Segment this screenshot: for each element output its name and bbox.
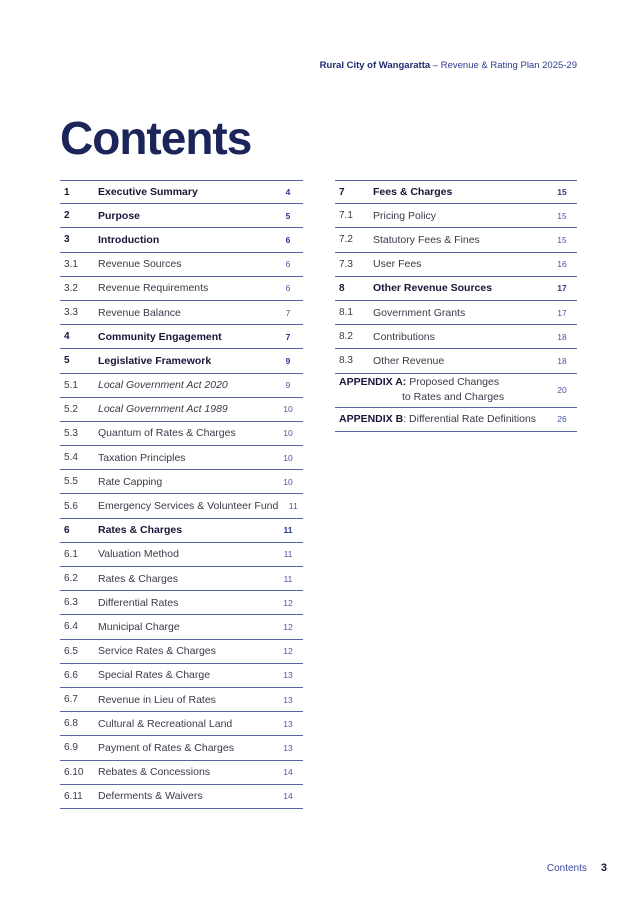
page-number-ref: 6 xyxy=(285,259,291,270)
toc-row[interactable] xyxy=(335,301,577,325)
section-title: Cultural & Recreational Land xyxy=(98,717,233,730)
section-number: 5.5 xyxy=(64,476,78,488)
toc-row[interactable] xyxy=(60,543,303,567)
page-number-ref: 14 xyxy=(283,767,293,778)
section-number: 5.6 xyxy=(64,500,78,512)
page-number-ref: 11 xyxy=(283,573,293,584)
section-title: User Fees xyxy=(373,258,422,271)
toc-row[interactable] xyxy=(60,567,303,591)
page-number-ref: 10 xyxy=(283,404,293,415)
toc-row[interactable] xyxy=(335,325,577,349)
page-footer xyxy=(547,862,607,874)
page-number-ref: 13 xyxy=(283,670,293,681)
section-number: 6.1 xyxy=(64,548,78,560)
page-number-ref: 11 xyxy=(288,501,298,512)
section-number: 6.5 xyxy=(64,645,78,657)
section-number: 8.1 xyxy=(339,307,353,319)
toc-row[interactable] xyxy=(60,180,303,204)
page-number-ref: 13 xyxy=(283,694,293,705)
section-title: Revenue Balance xyxy=(98,306,181,319)
page-number-ref: 5 xyxy=(285,210,291,221)
section-number: 6.9 xyxy=(64,742,78,754)
toc-row-appendix-a[interactable] xyxy=(335,374,577,408)
section-number: 6.7 xyxy=(64,694,78,706)
section-number: 5.3 xyxy=(64,427,78,439)
page-number-ref: 10 xyxy=(283,452,293,463)
section-title: Introduction xyxy=(98,233,160,246)
section-number: 6.6 xyxy=(64,669,78,681)
footer-label: Contents xyxy=(546,862,587,874)
appendix-b-label: APPENDIX B xyxy=(339,412,404,425)
section-title: Payment of Rates & Charges xyxy=(98,741,234,754)
section-title: Differential Rates xyxy=(98,596,179,609)
toc-row[interactable] xyxy=(60,470,303,494)
toc-row[interactable] xyxy=(60,712,303,736)
appendix-b-title: : Differential Rate Definitions xyxy=(403,412,537,425)
section-title: Legislative Framework xyxy=(98,354,212,367)
appendix-a-page: 20 xyxy=(557,385,567,395)
page-number-ref: 12 xyxy=(283,646,293,657)
page-number-ref: 13 xyxy=(283,718,293,729)
toc-row[interactable] xyxy=(60,277,303,301)
section-number: 2 xyxy=(64,210,70,222)
page-number-ref: 11 xyxy=(283,525,293,536)
section-title: Municipal Charge xyxy=(98,620,180,633)
section-number: 3.2 xyxy=(64,282,78,294)
section-title: Other Revenue Sources xyxy=(373,282,493,295)
page-number-ref: 18 xyxy=(557,355,567,366)
toc-row[interactable] xyxy=(60,301,303,325)
appendix-a-label: APPENDIX A: xyxy=(339,376,407,388)
page-number-ref: 9 xyxy=(285,355,291,366)
section-title: Government Grants xyxy=(373,306,466,319)
toc-right-column xyxy=(335,180,577,432)
toc-row[interactable] xyxy=(60,736,303,760)
section-title: Special Rates & Charge xyxy=(98,669,211,682)
section-title: Rates & Charges xyxy=(98,524,183,537)
section-title: Valuation Method xyxy=(98,548,179,561)
page-number-ref: 12 xyxy=(283,621,293,632)
section-title: Rate Capping xyxy=(98,475,163,488)
section-title: Service Rates & Charges xyxy=(98,645,216,658)
page-number-ref: 10 xyxy=(283,476,293,487)
page-number-ref: 15 xyxy=(557,234,567,245)
page-number: 3 xyxy=(600,862,607,874)
toc-row[interactable] xyxy=(60,519,303,543)
section-number: 6.3 xyxy=(64,597,78,609)
section-title: Community Engagement xyxy=(98,330,222,343)
toc-row[interactable] xyxy=(60,664,303,688)
appendix-a-title: Proposed Changes xyxy=(409,376,500,388)
section-title: Emergency Services & Volunteer Fund xyxy=(98,500,279,513)
section-title: Statutory Fees & Fines xyxy=(373,233,480,246)
toc-row[interactable] xyxy=(60,253,303,277)
section-title: Taxation Principles xyxy=(98,451,186,464)
page-number-ref: 6 xyxy=(285,283,291,294)
toc-row[interactable] xyxy=(335,204,577,228)
section-title: Deferments & Waivers xyxy=(98,790,203,803)
page-number-ref: 16 xyxy=(557,259,567,270)
toc-row[interactable] xyxy=(60,204,303,228)
section-title: Local Government Act 2020 xyxy=(98,379,228,392)
toc-row[interactable] xyxy=(60,325,303,349)
page-title: Contents xyxy=(60,112,252,164)
section-number: 5 xyxy=(64,355,70,367)
toc-row[interactable] xyxy=(60,374,303,398)
section-number: 8.3 xyxy=(339,355,353,367)
header-org: Rural City of Wangaratta xyxy=(319,60,431,71)
section-number: 5.2 xyxy=(64,403,78,415)
page-number-ref: 15 xyxy=(557,187,567,198)
toc-row[interactable] xyxy=(60,228,303,252)
section-title: Rates & Charges xyxy=(98,572,178,585)
appendix-a-title-line2: to Rates and Charges xyxy=(402,391,505,403)
toc-row[interactable] xyxy=(335,277,577,301)
page-number-ref: 13 xyxy=(283,742,293,753)
section-title: Fees & Charges xyxy=(373,186,453,199)
toc-row[interactable] xyxy=(60,446,303,470)
page-number-ref: 18 xyxy=(557,331,567,342)
section-number: 5.4 xyxy=(64,452,78,464)
section-title: Local Government Act 1989 xyxy=(98,403,228,416)
section-number: 7 xyxy=(339,186,345,198)
toc-row[interactable] xyxy=(60,761,303,785)
page-number-ref: 12 xyxy=(283,597,293,608)
section-number: 6 xyxy=(64,524,70,536)
section-title: Revenue Requirements xyxy=(98,282,209,295)
page-number-ref: 14 xyxy=(283,791,293,802)
toc-right-sections xyxy=(335,180,577,374)
section-number: 6.4 xyxy=(64,621,78,633)
toc-row[interactable] xyxy=(60,688,303,712)
section-number: 8 xyxy=(339,282,345,294)
section-number: 3.1 xyxy=(64,258,78,270)
section-number: 7.1 xyxy=(339,210,353,222)
toc-row[interactable] xyxy=(335,228,577,252)
toc-row[interactable] xyxy=(335,253,577,277)
section-number: 7.2 xyxy=(339,234,353,246)
section-title: Revenue in Lieu of Rates xyxy=(98,693,216,706)
toc-row-appendix-b[interactable] xyxy=(335,408,577,432)
section-number: 7.3 xyxy=(339,258,353,270)
toc-row[interactable] xyxy=(60,398,303,422)
page-number-ref: 11 xyxy=(283,549,293,560)
page-number-ref: 15 xyxy=(557,210,567,221)
running-header xyxy=(320,60,577,71)
header-doc-title: Revenue & Rating Plan 2025-29 xyxy=(440,60,577,71)
header-separator: – xyxy=(430,60,441,71)
page-number-ref: 9 xyxy=(285,380,291,391)
page-number-ref: 17 xyxy=(557,283,567,294)
section-title: Purpose xyxy=(98,209,141,222)
section-number: 6.11 xyxy=(64,790,83,802)
page-number-ref: 4 xyxy=(285,187,291,198)
section-title: Contributions xyxy=(373,330,435,343)
section-number: 3.3 xyxy=(64,307,78,319)
section-number: 3 xyxy=(64,234,70,246)
page-number-ref: 17 xyxy=(557,307,567,318)
toc-row[interactable] xyxy=(60,422,303,446)
toc-row[interactable] xyxy=(335,180,577,204)
page-number-ref: 7 xyxy=(285,331,291,342)
section-title: Revenue Sources xyxy=(98,258,182,271)
toc-row[interactable] xyxy=(60,640,303,664)
section-number: 6.10 xyxy=(64,766,84,778)
toc-row[interactable] xyxy=(60,591,303,615)
section-title: Pricing Policy xyxy=(373,209,437,222)
section-title: Executive Summary xyxy=(98,186,198,199)
section-number: 1 xyxy=(64,186,70,198)
section-number: 6.8 xyxy=(64,718,78,730)
section-title: Quantum of Rates & Charges xyxy=(98,427,236,440)
section-number: 8.2 xyxy=(339,331,353,343)
toc-row[interactable] xyxy=(335,349,577,373)
toc-row[interactable] xyxy=(60,494,303,518)
toc-left-column xyxy=(60,180,303,809)
section-title: Other Revenue xyxy=(373,354,445,367)
page-number-ref: 7 xyxy=(285,307,291,318)
appendix-b-page: 26 xyxy=(557,414,567,425)
toc-row[interactable] xyxy=(60,615,303,639)
section-number: 5.1 xyxy=(64,379,78,391)
page-number-ref: 10 xyxy=(283,428,293,439)
page-number-ref: 6 xyxy=(285,234,291,245)
section-number: 4 xyxy=(64,331,70,343)
section-title: Rebates & Concessions xyxy=(98,766,211,779)
toc-row[interactable] xyxy=(60,785,303,809)
section-number: 6.2 xyxy=(64,573,78,585)
toc-row[interactable] xyxy=(60,349,303,373)
